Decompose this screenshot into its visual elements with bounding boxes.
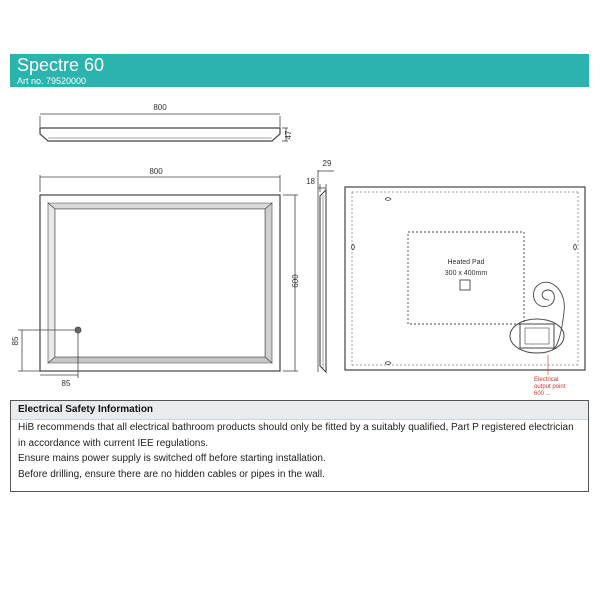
safety-heading: Electrical Safety Information [11, 401, 588, 420]
top-view [40, 114, 288, 141]
safety-line: Ensure mains power supply is switched off before starting installation. [18, 453, 326, 464]
heated-pad-label: Heated Pad [447, 259, 485, 266]
rear-view [345, 187, 585, 375]
top-depth-label: 47 [284, 130, 293, 140]
side-view [318, 170, 334, 372]
front-view [18, 175, 298, 378]
electrical-note-line-2: output point [534, 384, 566, 390]
product-title: Spectre 60 [17, 55, 105, 75]
electrical-note-line-1: Electrical [534, 377, 559, 383]
electrical-note-line-3: 600 ... [534, 391, 551, 397]
side-depth-frame-label: 18 [306, 177, 315, 186]
side-depth-top-label: 29 [322, 159, 332, 168]
front-height-label: 600 [291, 274, 300, 288]
top-width-label: 800 [153, 103, 167, 112]
safety-line: Before drilling, ensure there are no hidden cables or pipes in the wall. [18, 468, 325, 480]
sensor-vertical-offset-label: 85 [11, 336, 20, 346]
article-number: Art no. 79520000 [17, 76, 87, 86]
safety-info-panel [10, 400, 589, 492]
heated-pad-size: 300 x 400mm [444, 270, 488, 277]
safety-line: in accordance with current IEE regulations. [18, 437, 209, 449]
safety-line: HiB recommends that all electrical bathroom products should only be fitted by a suitably qualified, Part P registered electrician [18, 422, 574, 433]
front-width-label: 800 [149, 167, 163, 176]
sensor-horizontal-offset-label: 85 [61, 379, 71, 388]
